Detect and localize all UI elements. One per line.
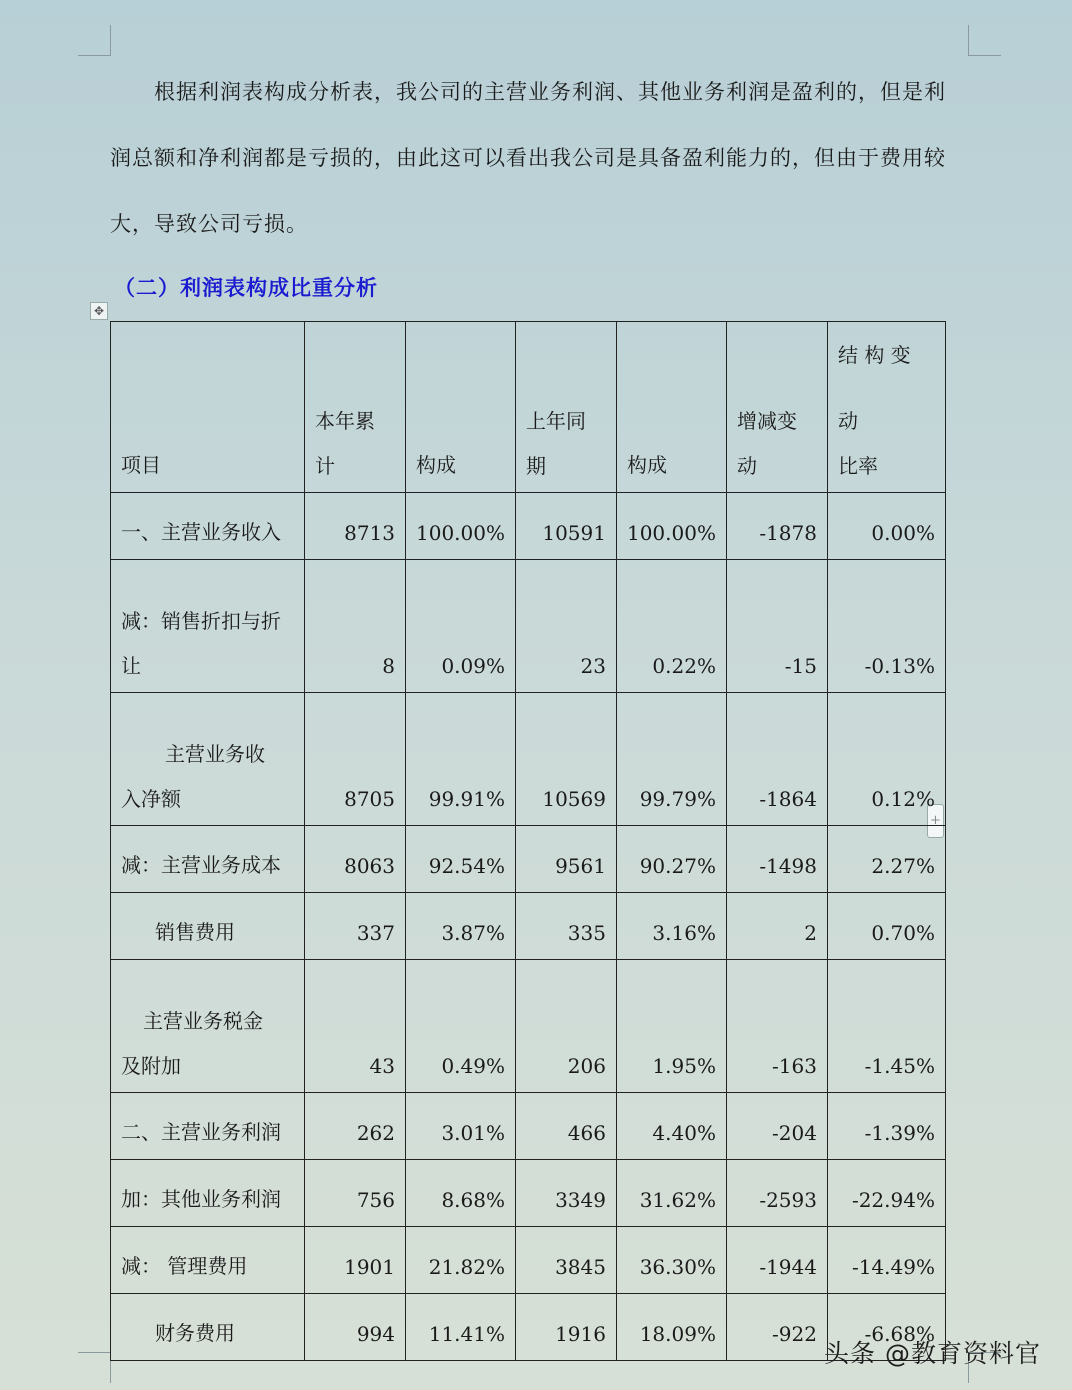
cell-current: 8713: [305, 493, 406, 560]
table-row: [111, 693, 946, 826]
crop-mark-bottom-left: [78, 1352, 111, 1383]
cell-prior: 10591: [515, 493, 616, 560]
cell-struct-change: 0.70%: [827, 893, 945, 960]
cell-prior: 3845: [515, 1227, 616, 1294]
cell-ratio-1: 99.91%: [406, 693, 516, 826]
table-row: [111, 1160, 946, 1227]
cell-struct-change: -14.49%: [827, 1227, 945, 1294]
row-item: 一、主营业务收入: [111, 493, 305, 560]
table-row: [111, 826, 946, 893]
paragraph-line-2: 润总额和净利润都是亏损的，由此这可以看出我公司是具备盈利能力的，但由于费用较: [110, 146, 946, 170]
cell-ratio-1: 11.41%: [406, 1294, 516, 1361]
cell-ratio-2: 4.40%: [616, 1093, 726, 1160]
cell-prior: 466: [515, 1093, 616, 1160]
cell-prior: 335: [515, 893, 616, 960]
table-header-row: [111, 322, 946, 493]
cell-struct-change: 0.00%: [827, 493, 945, 560]
cell-prior: 3349: [515, 1160, 616, 1227]
cell-current: 8: [305, 560, 406, 693]
cell-struct-change: 2.27%: [827, 826, 945, 893]
cell-ratio-1: 3.01%: [406, 1093, 516, 1160]
header-prior: 上年同 期: [515, 322, 616, 493]
cell-ratio-2: 0.22%: [616, 560, 726, 693]
cell-current: 8063: [305, 826, 406, 893]
table-row: [111, 560, 946, 693]
cell-prior: 23: [515, 560, 616, 693]
cell-prior: 206: [515, 960, 616, 1093]
header-struct-change: 结 构 变 动 比率: [827, 322, 945, 493]
row-item: 加：其他业务利润: [111, 1160, 305, 1227]
cell-ratio-1: 0.49%: [406, 960, 516, 1093]
header-item: 项目: [111, 322, 305, 493]
cell-ratio-2: 36.30%: [616, 1227, 726, 1294]
cell-prior: 1916: [515, 1294, 616, 1361]
paragraph-line-1: 根据利润表构成分析表，我公司的主营业务利润、其他业务利润是盈利的，但是利: [154, 80, 946, 104]
cell-struct-change: -6.68%: [827, 1294, 945, 1361]
cell-current: 43: [305, 960, 406, 1093]
header-current: 本年累 计: [305, 322, 406, 493]
cell-struct-change: -1.39%: [827, 1093, 945, 1160]
move-handle-icon[interactable]: ✥: [90, 302, 108, 320]
cell-current: 8705: [305, 693, 406, 826]
row-item: 销售费用: [111, 893, 305, 960]
row-item: 二、主营业务利润: [111, 1093, 305, 1160]
cell-change: -163: [726, 960, 827, 1093]
row-item: 减：主营业务成本: [111, 826, 305, 893]
cell-ratio-2: 100.00%: [616, 493, 726, 560]
cell-struct-change: -0.13%: [827, 560, 945, 693]
cell-change: 2: [726, 893, 827, 960]
cell-ratio-1: 92.54%: [406, 826, 516, 893]
cell-ratio-2: 18.09%: [616, 1294, 726, 1361]
cell-ratio-1: 3.87%: [406, 893, 516, 960]
header-ratio-1: 构成: [406, 322, 516, 493]
row-item: 财务费用: [111, 1294, 305, 1361]
section-heading: （二）利润表构成比重分析: [114, 275, 378, 300]
cell-ratio-1: 0.09%: [406, 560, 516, 693]
row-item: 减： 管理费用: [111, 1227, 305, 1294]
crop-mark-top-right: [968, 25, 1001, 56]
cell-change: -922: [726, 1294, 827, 1361]
cell-current: 262: [305, 1093, 406, 1160]
table-row: [111, 1227, 946, 1294]
cell-ratio-2: 99.79%: [616, 693, 726, 826]
cell-ratio-2: 31.62%: [616, 1160, 726, 1227]
cell-change: -15: [726, 560, 827, 693]
cell-ratio-1: 21.82%: [406, 1227, 516, 1294]
row-item: 主营业务收 入净额: [111, 693, 305, 826]
cell-change: -1878: [726, 493, 827, 560]
cell-change: -204: [726, 1093, 827, 1160]
table-row: [111, 1093, 946, 1160]
cell-change: -2593: [726, 1160, 827, 1227]
crop-mark-top-left: [78, 25, 111, 56]
cell-current: 1901: [305, 1227, 406, 1294]
header-ratio-2: 构成: [616, 322, 726, 493]
cell-ratio-2: 1.95%: [616, 960, 726, 1093]
cell-current: 337: [305, 893, 406, 960]
add-column-icon[interactable]: +: [927, 804, 944, 838]
cell-change: -1944: [726, 1227, 827, 1294]
table-row: [111, 960, 946, 1093]
table-row: [111, 1294, 946, 1361]
cell-ratio-2: 90.27%: [616, 826, 726, 893]
cell-struct-change: -22.94%: [827, 1160, 945, 1227]
row-item: 主营业务税金 及附加: [111, 960, 305, 1093]
paragraph-line-3: 大，导致公司亏损。: [110, 212, 308, 236]
cell-change: -1864: [726, 693, 827, 826]
cell-ratio-1: 100.00%: [406, 493, 516, 560]
cell-prior: 10569: [515, 693, 616, 826]
cell-struct-change: -1.45%: [827, 960, 945, 1093]
watermark: 头条 @教育资料官: [824, 1339, 1041, 1368]
cell-current: 994: [305, 1294, 406, 1361]
cell-ratio-1: 8.68%: [406, 1160, 516, 1227]
table-row: [111, 493, 946, 560]
table-row: [111, 893, 946, 960]
cell-prior: 9561: [515, 826, 616, 893]
header-change: 增减变 动: [726, 322, 827, 493]
cell-ratio-2: 3.16%: [616, 893, 726, 960]
cell-current: 756: [305, 1160, 406, 1227]
cell-struct-change: 0.12%: [827, 693, 945, 826]
profit-structure-table: [110, 321, 946, 1361]
cell-change: -1498: [726, 826, 827, 893]
row-item: 减：销售折扣与折 让: [111, 560, 305, 693]
